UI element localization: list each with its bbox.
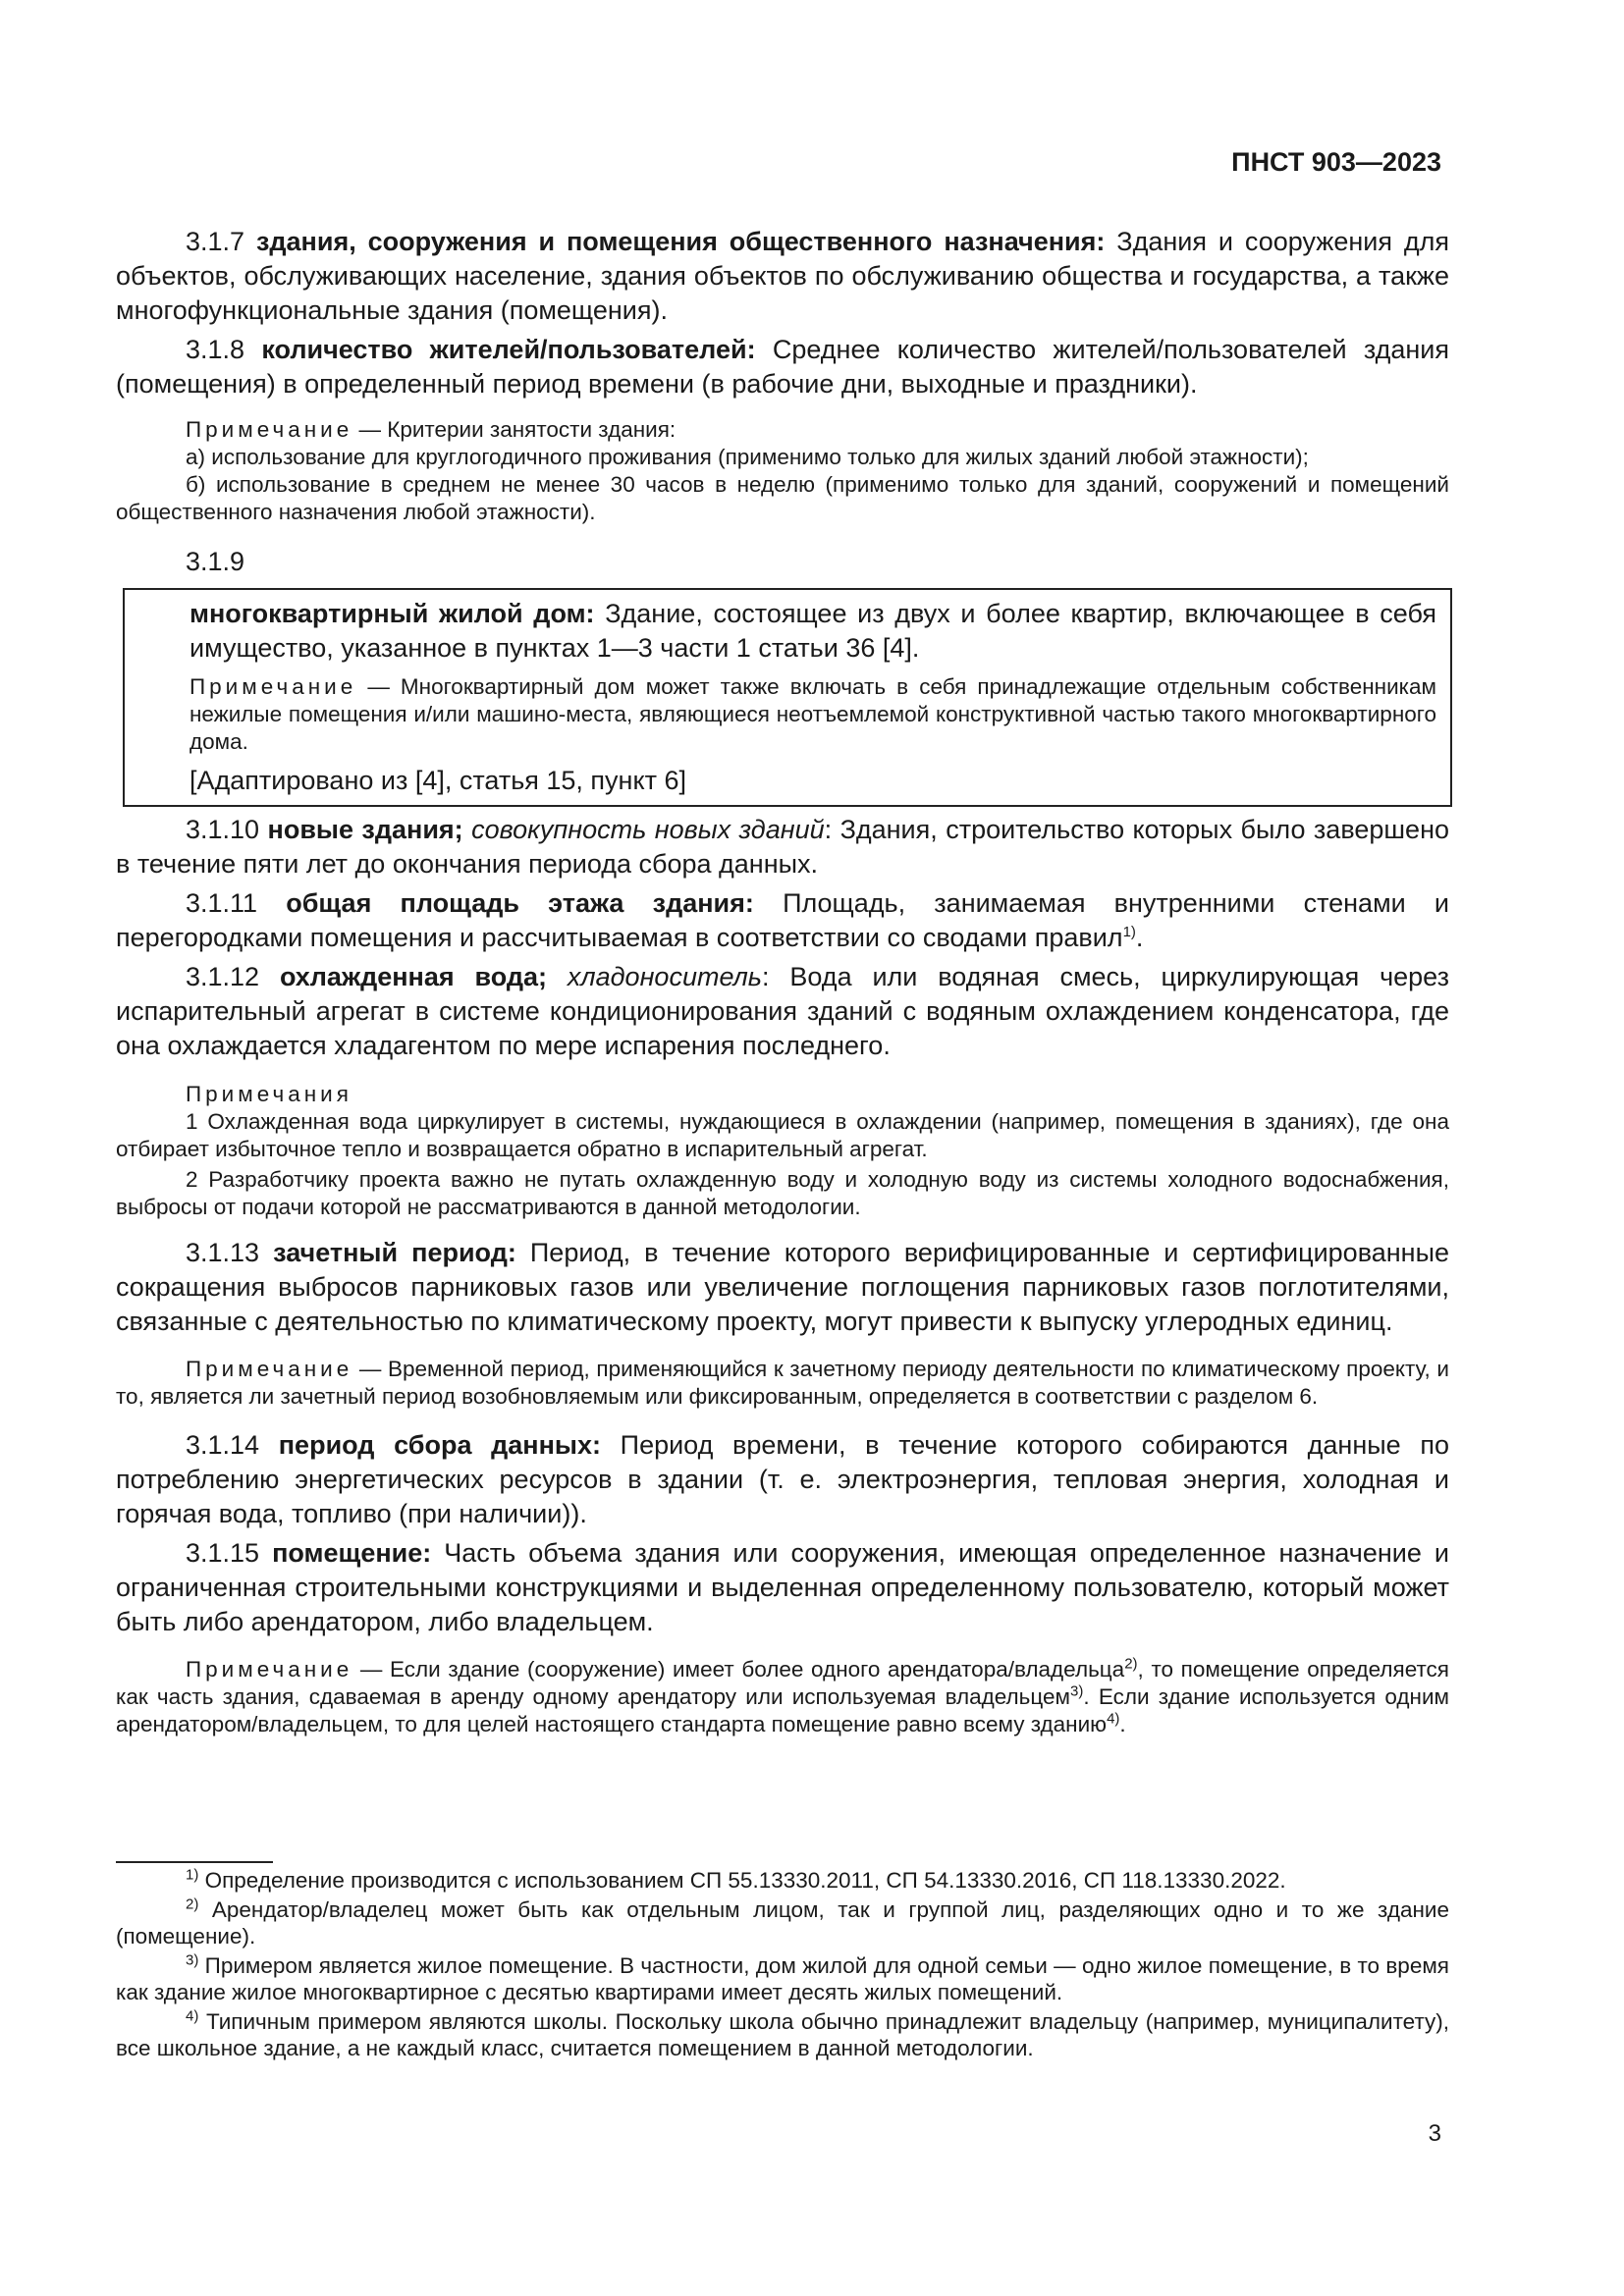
term-title: общая площадь этажа здания: (286, 888, 754, 918)
term-title: количество жителей/пользователей: (261, 335, 756, 364)
note-item-a: а) использование для круглогодичного проживания (применимо только для жилых зданий любой этажности); (186, 445, 1309, 469)
term-3-1-12: 3.1.12 охлажденная вода; хладоноситель: Вода или водяная смесь, циркулирующая через испарительный агрегат в системе кондиционирования зданий с водяным охлаждением конденсатора, где она охлаждается хладагентом по мере испарения последнего. (116, 962, 1449, 1060)
footnote-mark: 3) (186, 1951, 199, 1969)
note-3-1-8: Примечание — Критерии занятости здания: а) использование для круглогодичного проживания (применимо только для жилых зданий любой этажности); б) использование в среднем не менее 30 часов в неделю (применимо только для зданий, сооружений и помещений общественного назначения любой этажности). (116, 417, 1449, 524)
term-title: многоквартирный жилой дом: (189, 599, 595, 628)
term-3-1-7: 3.1.7 здания, сооружения и помещения общественного назначения: Здания и сооружения для объектов, обслуживающих население, здания объектов по обслуживанию общества и государства, а также многофункциональные здания (помещения). (116, 227, 1449, 325)
term-3-1-9-box (123, 588, 1452, 807)
term-3-1-15: 3.1.15 помещение: Часть объема здания или сооружения, имеющая определенное назначение и ограниченная строительными конструкциями и выделенная определенному пользователю, который может быть либо арендатором, либо владельцем. (116, 1538, 1449, 1636)
term-title: период сбора данных: (278, 1430, 601, 1460)
note-label: Примечание (186, 417, 353, 442)
term-3-1-9: многоквартирный жилой дом: Здание, состоящее из двух и более квартир, включающее в себя имущество, указанное в пунктах 1—3 части 1 статьи 36 [4]. (189, 599, 1436, 663)
footnote-mark: 1) (186, 1866, 199, 1884)
footnote-separator (116, 1861, 273, 1863)
footnote-3: $^{3)}$ Примером является жилое помещение. В частности, дом жилой для одной семьи — одно жилое помещение, в то время как здание жилое многоквартирное с десятью квартирами имеет десять жилых помещений. (116, 1951, 1449, 2004)
footnote-mark: 2) (186, 1896, 199, 1913)
note-label: Примечание (189, 674, 357, 699)
note-3-1-13: Примечание — Временной период, применяющийся к зачетному периоду деятельности по климатическому проекту, и то, является ли зачетный период возобновляемым или фиксированным, определяется в соответствии с разделом 6. (116, 1357, 1449, 1409)
footnote-ref: 2) (1124, 1655, 1138, 1673)
notes-label: Примечания (186, 1082, 352, 1106)
term-3-1-8: 3.1.8 количество жителей/пользователей: Среднее количество жителей/пользователей здания (помещения) в определенный период времени (в рабочие дни, выходные и праздники). (116, 335, 1450, 399)
footnotes (116, 1867, 1449, 2061)
note-2: 2 Разработчику проекта важно не путать охлажденную воду и холодную воду из системы холодного водоснабжения, выбросы от подачи которой не рассматриваются в данной методологии. (116, 1167, 1449, 1219)
footnote-4: $^{4)}$ Типичным примером являются школы. Поскольку школа обычно принадлежит владельцу (например, муниципалитету), все школьное здание, а не каждый класс, считается помещением в данной методологии. (116, 2007, 1449, 2060)
note-3-1-15: Примечание — Если здание (сооружение) имеет более одного арендатора/владельца$^{2)}$, то помещение определяется как часть здания, сдаваемая в аренду одному арендатору или используемая владельцем$^{3)}$. Если здание используется одним арендатором/владельцем, то для целей настоящего стандарта помещение равно всему зданию$^{4)}$. (116, 1655, 1450, 1736)
term-3-1-9-number: 3.1.9 (186, 547, 245, 576)
term-source: [Адаптировано из [4], статья 15, пункт 6] (189, 766, 686, 795)
term-title: зачетный период: (273, 1238, 516, 1267)
document-id: ПНСТ 903—2023 (1231, 147, 1441, 177)
note-label: Примечание (186, 1657, 353, 1682)
footnote-1: $^{1)}$ Определение производится с использованием СП 55.13330.2011, СП 54.13330.2016, СП 118.13330.2022. (186, 1866, 1286, 1893)
term-3-1-13: 3.1.13 зачетный период: Период, в течение которого верифицированные и сертифицированные сокращения выбросов парниковых газов или увеличение поглощения парниковых газов поглотителями, связанные с деятельностью по климатическому проекту, могут привести к выпуску углеродных единиц. (116, 1238, 1449, 1336)
page-number: 3 (1428, 2120, 1441, 2147)
term-3-1-14: 3.1.14 период сбора данных: Период времени, в течение которого собираются данные по потреблению энергетических ресурсов в здании (т. е. электроэнергия, тепловая энергия, холодная и горячая вода, топливо (при наличии)). (116, 1430, 1449, 1528)
term-3-1-11: 3.1.11 общая площадь этажа здания: Площадь, занимаемая внутренними стенами и перегородками помещения и рассчитываемая в соответствии со сводами правил$^{1)}$. (116, 888, 1449, 952)
note-3-1-9: Примечание — Многоквартирный дом может также включать в себя принадлежащие отдельным собственникам нежилые помещения и/или машино-места, являющиеся неотъемлемой конструктивной частью такого многоквартирного дома. (189, 674, 1436, 754)
term-title: новые здания; (267, 815, 463, 844)
note-1: 1 Охлажденная вода циркулирует в системы, нуждающиеся в охлаждении (например, помещения в зданиях), где она отбирает избыточное тепло и возвращается обратно в испарительный агрегат. (116, 1109, 1449, 1161)
footnote-ref: 3) (1070, 1682, 1084, 1700)
term-synonym: хладоноситель (567, 962, 763, 991)
term-synonym: совокупность новых зданий (471, 815, 825, 844)
term-title: помещение: (272, 1538, 432, 1568)
note-item-b: б) использование в среднем не менее 30 часов в неделю (применимо только для зданий, сооружений и помещений общественного назначения любой этажности). (116, 472, 1449, 524)
footnote-2: $^{2)}$ Арендатор/владелец может быть как отдельным лицом, так и группой лиц, разделяющих одно и то же здание (помещение). (116, 1896, 1449, 1949)
term-title: здания, сооружения и помещения общественного назначения: (255, 227, 1106, 256)
footnote-ref: 4) (1107, 1710, 1120, 1728)
term-3-1-10: 3.1.10 новые здания; совокупность новых зданий: Здания, строительство которых было завершено в течение пяти лет до окончания периода сбора данных. (116, 815, 1449, 879)
footnote-mark: 4) (186, 2007, 199, 2025)
term-title: охлажденная вода; (279, 962, 548, 991)
notes-3-1-12 (116, 1081, 1449, 1221)
note-label: Примечание (186, 1357, 353, 1381)
main-text (116, 225, 1449, 1738)
footnote-ref: 1) (1122, 924, 1136, 940)
